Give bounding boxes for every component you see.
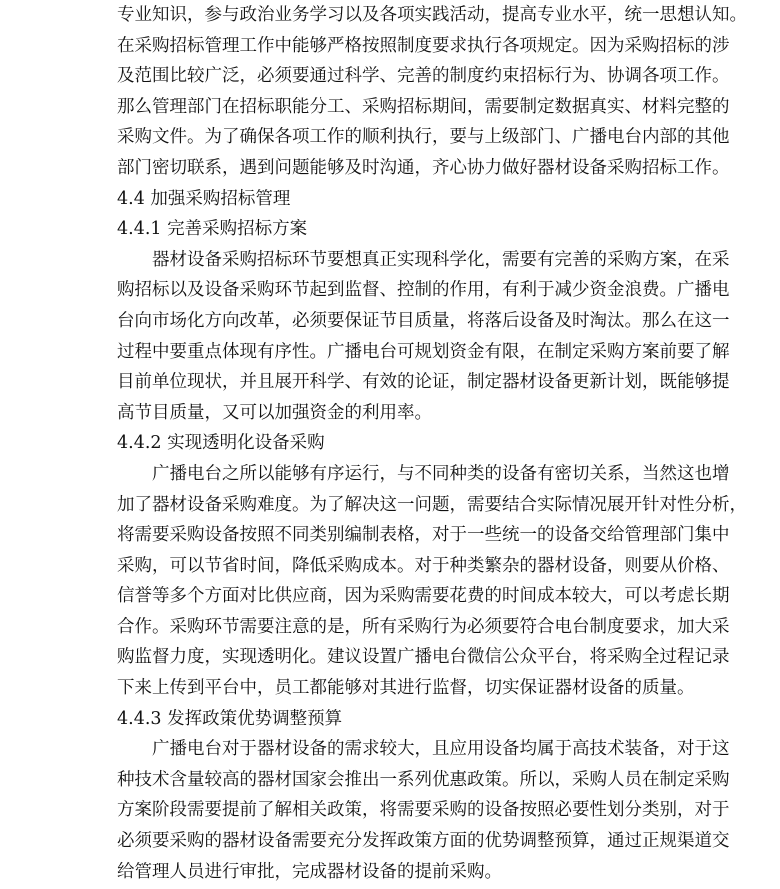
text-line: 过程中要重点体现有序性。广播电台可规划资金有限，在制定采购方案前要了解 <box>117 341 730 362</box>
text-line: 购招标以及设备采购环节起到监督、控制的作用，有利于减少资金浪费。广播电 <box>117 280 730 301</box>
paragraph-continued <box>117 0 747 184</box>
text-line: 专业知识，参与政治业务学习以及各项实践活动，提高专业水平，统一思想认知。 <box>117 5 747 25</box>
text-line: 将需要采购设备按照不同类别编制表格，对于一些统一的设备交给管理部门集中 <box>117 525 730 546</box>
section-heading-4-4-2: 4.4.2 实现透明化设备采购 <box>117 433 325 454</box>
text-line: 给管理人员进行审批，完成器材设备的提前采购。 <box>117 861 502 882</box>
section-heading-4-4-1: 4.4.1 完善采购招标方案 <box>117 219 308 240</box>
text-line: 目前单位现状，并且展开科学、有效的论证，制定器材设备更新计划，既能够提 <box>117 372 730 393</box>
text-line: 那么管理部门在招标职能分工、采购招标期间，需要制定数据真实、材料完整的 <box>117 96 730 117</box>
paragraph-4-4-3 <box>117 734 730 887</box>
text-line: 种技术含量较高的器材国家会推出一系列优惠政策。所以，采购人员在制定采购 <box>117 769 730 790</box>
text-line: 合作。采购环节需要注意的是，所有采购行为必须要符合电台制度要求，加大采 <box>117 616 730 637</box>
paragraph-4-4-1 <box>117 245 730 429</box>
text-line: 广播电台对于器材设备的需求较大，且应用设备均属于高技术装备，对于这 <box>152 739 730 760</box>
document-page <box>117 0 747 887</box>
text-line: 下来上传到平台中，员工都能够对其进行监督，切实保证器材设备的质量。 <box>117 678 695 699</box>
text-line: 及范围比较广泛，必须要通过科学、完善的制度约束招标行为、协调各项工作。 <box>117 66 730 87</box>
text-line: 必须要采购的器材设备需要充分发挥政策方面的优势调整预算，通过正规渠道交 <box>117 831 730 852</box>
text-line: 方案阶段需要提前了解相关政策，将需要采购的设备按照必要性划分类别，对于 <box>117 800 730 821</box>
paragraph-4-4-2 <box>117 459 747 704</box>
text-line: 在采购招标管理工作中能够严格按照制度要求执行各项规定。因为采购招标的涉 <box>117 35 730 56</box>
section-heading-4-4-3: 4.4.3 发挥政策优势调整预算 <box>117 708 343 729</box>
text-line: 器材设备采购招标环节要想真正实现科学化，需要有完善的采购方案，在采 <box>152 249 730 270</box>
text-line: 加了器材设备采购难度。为了解决这一问题，需要结合实际情况展开针对性分析， <box>117 494 747 515</box>
text-line: 广播电台之所以能够有序运行，与不同种类的设备有密切关系，当然这也增 <box>152 463 730 484</box>
section-heading-4-4: 4.4 加强采购招标管理 <box>117 188 291 209</box>
text-line: 部门密切联系，遇到问题能够及时沟通，齐心协力做好器材设备采购招标工作。 <box>117 157 730 178</box>
text-line: 购监督力度，实现透明化。建议设置广播电台微信公众平台，将采购全过程记录 <box>117 647 730 668</box>
text-line: 采购文件。为了确保各项工作的顺利执行，要与上级部门、广播电台内部的其他 <box>117 127 730 148</box>
text-line: 信誉等多个方面对比供应商，因为采购需要花费的时间成本较大，可以考虑长期 <box>117 586 730 607</box>
text-line: 采购，可以节省时间，降低采购成本。对于种类繁杂的器材设备，则要从价格、 <box>117 555 730 576</box>
text-line: 高节目质量，又可以加强资金的利用率。 <box>117 402 432 423</box>
text-line: 台向市场化方向改革，必须要保证节目质量，将落后设备及时淘汰。那么在这一 <box>117 310 730 331</box>
